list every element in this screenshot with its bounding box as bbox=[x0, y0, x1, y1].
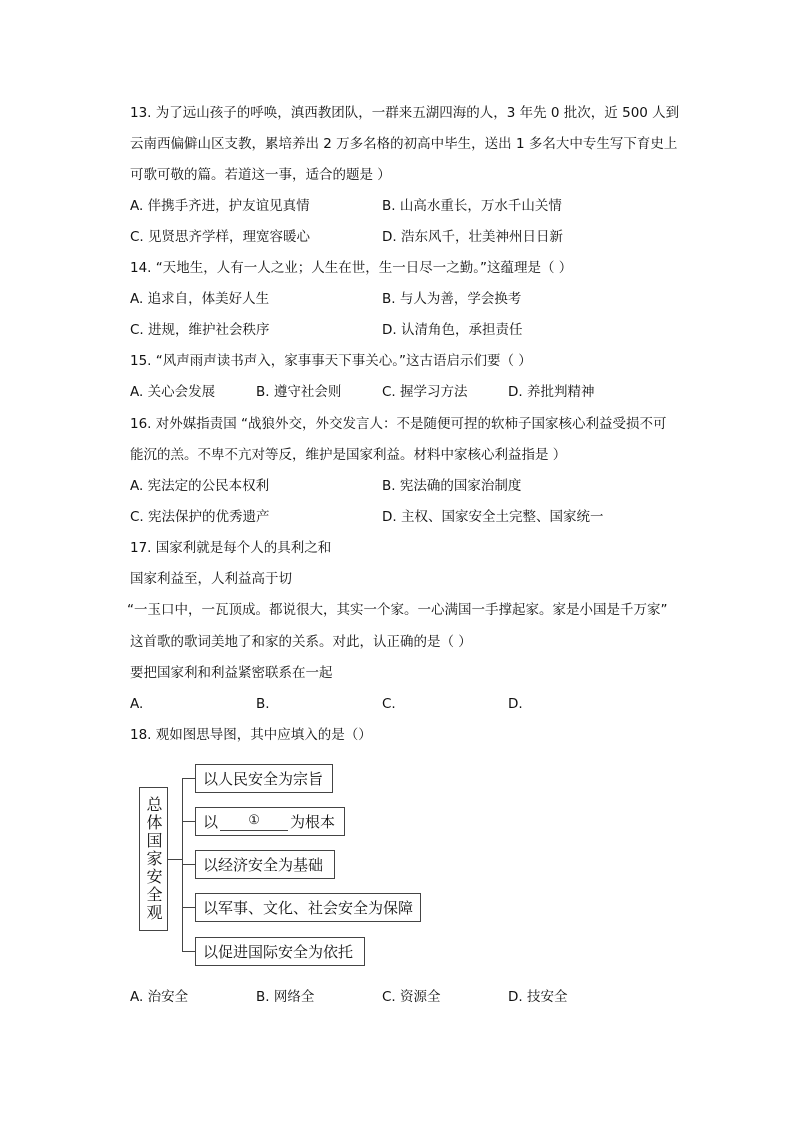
q17-stem-line-1: 17. 国家利就是每个人的具利之和 bbox=[130, 540, 332, 556]
q17-option-b: B. bbox=[256, 696, 270, 712]
q17-stem-line-4: 这首歌的歌词美地了和家的关系。对此，认正确的是（ ） bbox=[130, 634, 472, 650]
mindmap-box-5 bbox=[195, 937, 365, 966]
mindmap-blank-1: ① bbox=[220, 812, 288, 831]
q13-option-a: A. 伴携手齐进，护友谊见真情 bbox=[130, 198, 310, 214]
q14-option-a: A. 追求自，体美好人生 bbox=[130, 291, 270, 307]
q15-option-c: C. 握学习方法 bbox=[382, 384, 468, 400]
q17-option-d: D. bbox=[508, 696, 523, 712]
mindmap-box-4 bbox=[195, 893, 421, 922]
q18-option-a: A. 治安全 bbox=[130, 989, 189, 1005]
mindmap-root-label: 总体国家安全观 bbox=[144, 796, 163, 922]
mindmap-branch-5 bbox=[182, 951, 195, 952]
mindmap-box-2 bbox=[195, 807, 345, 836]
mindmap-connector bbox=[168, 859, 182, 860]
mindmap-box-1-label: 以人民安全为宗旨 bbox=[203, 770, 324, 788]
mindmap-box-2-prefix: 以 bbox=[203, 813, 219, 831]
q14-option-d: D. 认清角色，承担责任 bbox=[382, 322, 523, 338]
mindmap-box-5-label: 以促进国际安全为依托 bbox=[203, 943, 354, 961]
q13-stem-line-2: 云南西偏僻山区支教，累培养出 2 万多名格的初高中毕生，送出 1 多名大中专生写下育史上 bbox=[130, 136, 678, 152]
q18-stem: 18. 观如图思导图，其中应填入的是（） bbox=[130, 727, 372, 743]
q17-stem-line-3: “一玉口中，一瓦顶成。都说很大，其实一个家。一心满国一手撑起家。家是小国是千万家” bbox=[127, 602, 668, 618]
q15-option-d: D. 养批判精神 bbox=[508, 384, 595, 400]
q16-option-c: C. 宪法保护的优秀遗产 bbox=[130, 509, 270, 525]
q17-option-a: A. bbox=[130, 696, 144, 712]
mindmap-branch-4 bbox=[182, 907, 195, 908]
q13-option-b: B. 山高水重长，万水千山关情 bbox=[382, 198, 562, 214]
q17-option-c: C. bbox=[382, 696, 396, 712]
q14-option-b: B. 与人为善，学会换考 bbox=[382, 291, 522, 307]
mindmap-branch-2 bbox=[182, 821, 195, 822]
mindmap-box-3-label: 以经济安全为基础 bbox=[203, 856, 324, 874]
q14-option-c: C. 进规，维护社会秩序 bbox=[130, 322, 270, 338]
q16-option-d: D. 主权、国家安全土完整、国家统一 bbox=[382, 509, 604, 525]
q13-stem-line-3: 可歌可敬的篇。若道这一事，适合的题是 ） bbox=[130, 167, 391, 183]
q15-stem: 15. “风声雨声读书声入，家事事天下事关心。”这古语启示们要（ ） bbox=[130, 353, 532, 369]
q15-option-b: B. 遵守社会则 bbox=[256, 384, 342, 400]
mindmap-box-3 bbox=[195, 850, 335, 879]
q13-stem-line-1: 13. 为了远山孩子的呼唤，滇西教团队，一群来五湖四海的人，3 年先 0 批次，近 500 人到 bbox=[130, 105, 680, 121]
q13-option-d: D. 浩东风千，壮美神州日日新 bbox=[382, 229, 563, 245]
q18-option-d: D. 技安全 bbox=[508, 989, 568, 1005]
q13-option-c: C. 见贤思齐学样，理宽容暖心 bbox=[130, 229, 311, 245]
mindmap-root bbox=[139, 787, 168, 931]
q16-option-a: A. 宪法定的公民本权利 bbox=[130, 478, 270, 494]
q18-option-b: B. 网络全 bbox=[256, 989, 315, 1005]
mindmap-box-1 bbox=[195, 764, 333, 793]
q17-stem-line-5: 要把国家利和利益紧密联系在一起 bbox=[130, 665, 333, 681]
q18-option-c: C. 资源全 bbox=[382, 989, 441, 1005]
q16-stem-line-2: 能沉的羔。不卑不亢对等反，维护是国家利益。材料中家核心利益指是 ） bbox=[130, 447, 567, 463]
mindmap-branch-1 bbox=[182, 778, 195, 779]
mindmap-branch-3 bbox=[182, 864, 195, 865]
mindmap-box-2-suffix: 为根本 bbox=[290, 813, 336, 831]
q14-stem: 14. “天地生，人有一人之业；人生在世，生一日尽一之勤。”这蕴理是（ ） bbox=[130, 260, 573, 276]
q16-option-b: B. 宪法确的国家治制度 bbox=[382, 478, 522, 494]
q15-option-a: A. 关心会发展 bbox=[130, 384, 216, 400]
q16-stem-line-1: 16. 对外媒指责国 “战狼外交，外交发言人：不是随便可捏的软柿子国家核心利益受损不可 bbox=[130, 416, 667, 432]
mindmap-box-4-label: 以军事、文化、社会安全为保障 bbox=[203, 899, 414, 917]
q17-stem-line-2: 国家利益至，人利益高于切 bbox=[130, 571, 292, 587]
